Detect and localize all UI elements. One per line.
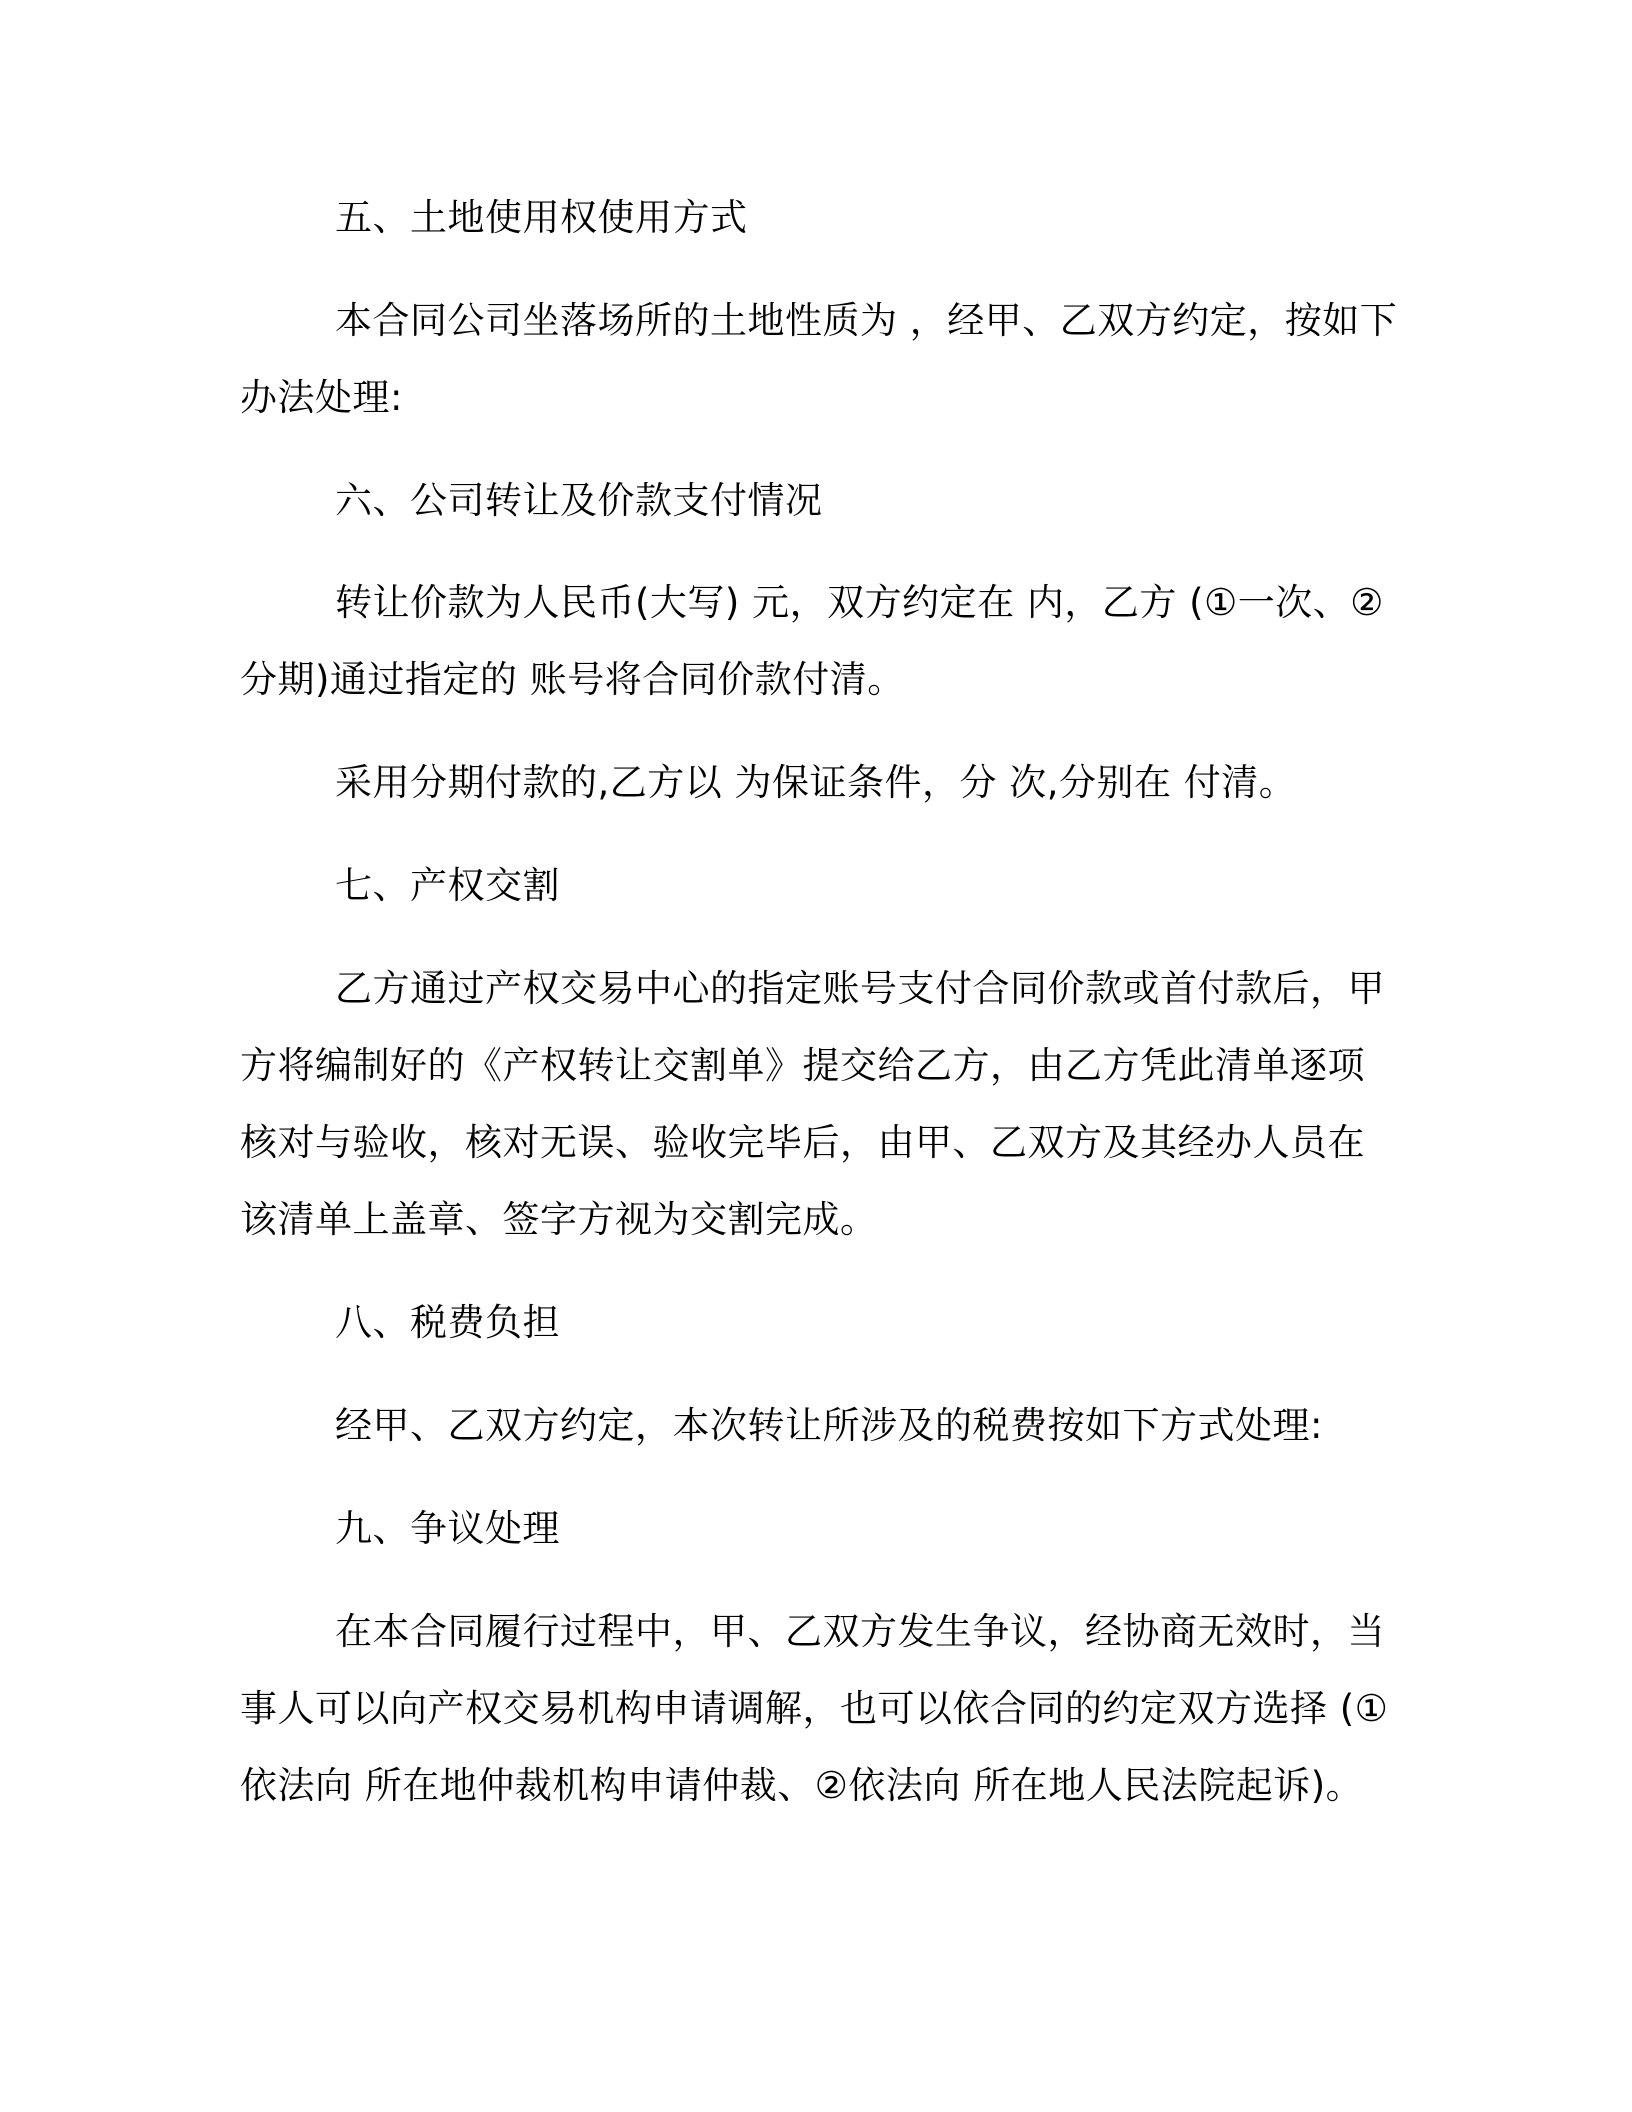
paragraph-line: 核对与验收，核对无误、验收完毕后，由甲、乙双方及其经办人员在 [240,1121,1365,1164]
paragraph-line: 办法处理: [240,376,403,419]
paragraph-line: 采用分期付款的,乙方以 为保证条件，分 次,分别在 付清。 [335,761,1297,804]
paragraph-line: 分期)通过指定的 账号将合同价款付清。 [240,658,905,701]
paragraph-line: 该清单上盖章、签字方视为交割完成。 [240,1198,878,1241]
paragraph-line: 乙方通过产权交易中心的指定账号支付合同价款或首付款后，甲 [335,967,1385,1010]
paragraph-line: 经甲、乙双方约定，本次转让所涉及的税费按如下方式处理: [335,1404,1323,1447]
paragraph-line: 在本合同履行过程中，甲、乙双方发生争议，经协商无效时，当 [335,1610,1385,1653]
paragraph-line: 事人可以向产权交易机构申请调解，也可以依合同的约定双方选择 (① [240,1687,1389,1730]
paragraph-line: 转让价款为人民币(大写) 元，双方约定在 内，乙方 (①一次、② [335,581,1384,624]
section-heading-5: 五、土地使用权使用方式 [335,196,748,239]
paragraph-line: 本合同公司坐落场所的土地性质为 ，经甲、乙双方约定，按如下 [335,299,1398,342]
section-heading-8: 八、税费负担 [335,1301,560,1344]
paragraph-line: 方将编制好的《产权转让交割单》提交给乙方，由乙方凭此清单逐项 [240,1044,1365,1087]
section-heading-9: 九、争议处理 [335,1507,560,1550]
paragraph-line: 依法向 所在地仲裁机构申请仲裁、②依法向 所在地人民法院起诉)。 [240,1764,1364,1807]
section-heading-7: 七、产权交割 [335,864,560,907]
section-heading-6: 六、公司转让及价款支付情况 [335,479,823,522]
